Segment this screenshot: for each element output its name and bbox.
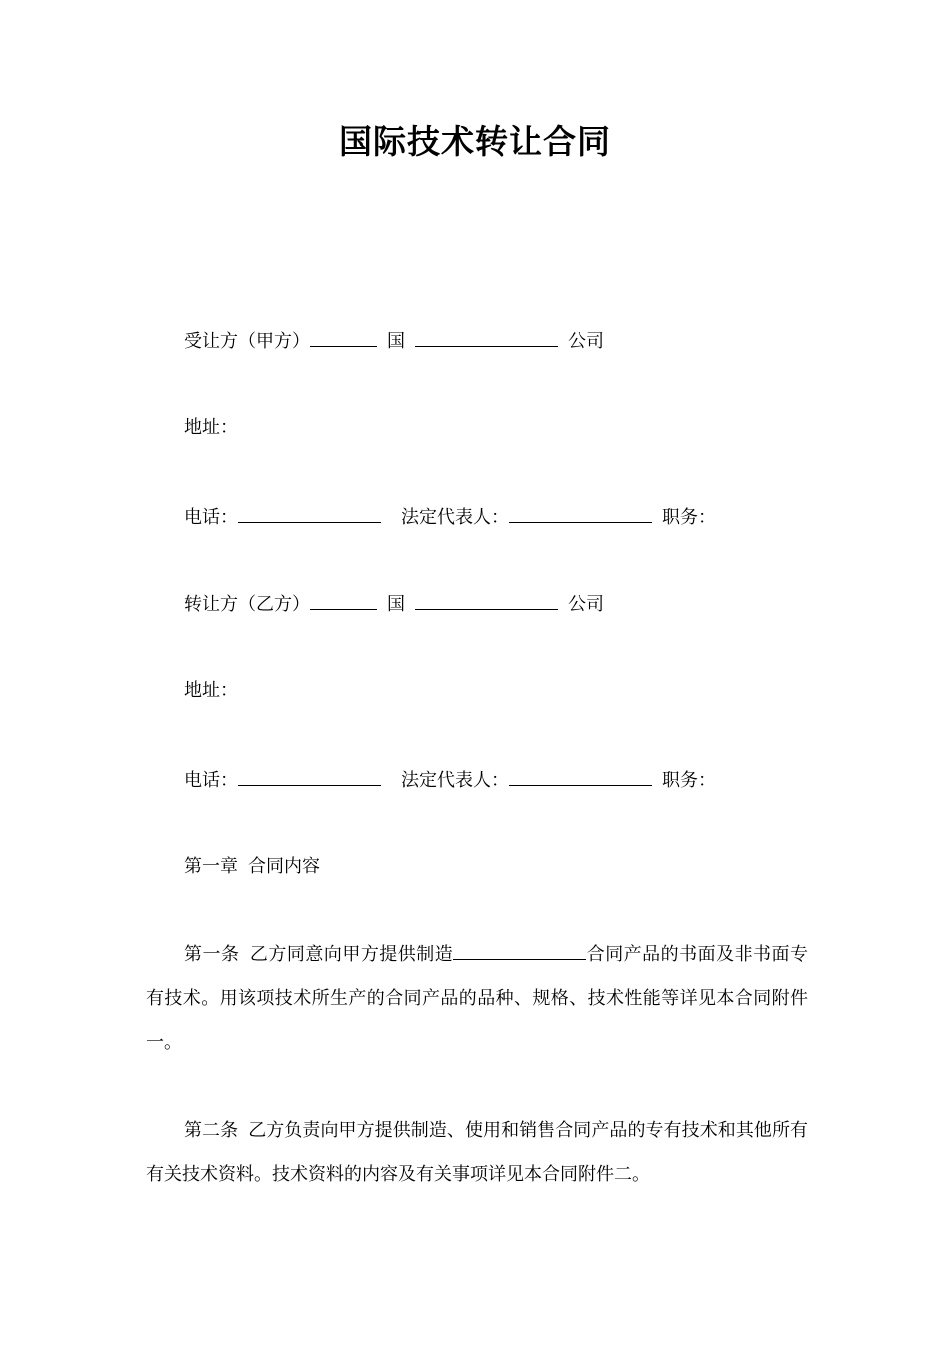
party-b-position-label: 职务： xyxy=(662,770,716,791)
party-b-rep-label: 法定代表人： xyxy=(401,770,509,791)
party-b-label: 转让方（乙方） xyxy=(184,594,310,615)
article-1-number: 第一条 xyxy=(184,944,240,965)
party-b-rep-blank xyxy=(509,767,652,786)
party-b-contact-line xyxy=(184,767,716,793)
party-b-country-suffix: 国 xyxy=(387,594,405,615)
article-1 xyxy=(146,933,808,1065)
article-1-text-before: 乙方同意向甲方提供制造 xyxy=(249,944,454,965)
chapter-heading xyxy=(184,855,320,879)
party-a-address-line xyxy=(184,416,238,440)
chapter-number: 第一章 xyxy=(184,856,238,877)
party-a-contact-line xyxy=(184,504,716,530)
party-a-country-suffix: 国 xyxy=(387,331,405,352)
party-b-phone-label: 电话： xyxy=(184,770,238,791)
document-title: 国际技术转让合同 xyxy=(339,122,611,161)
party-b-company-suffix: 公司 xyxy=(568,594,604,615)
article-1-text-after: 合同产品的书面及非书面专有技术。用该项技术所生产的合同产品的品种、规格、技术性能等详见本合同附件一。 xyxy=(146,944,809,1053)
party-a-position-label: 职务： xyxy=(662,507,716,528)
party-a-company-blank xyxy=(415,328,558,347)
article-2-text: 乙方负责向甲方提供制造、使用和销售合同产品的专有技术和其他所有有关技术资料。技术资料的内容及有关事项详见本合同附件二。 xyxy=(146,1120,809,1185)
party-a-phone-label: 电话： xyxy=(184,507,238,528)
party-a-rep-label: 法定代表人： xyxy=(401,507,509,528)
article-2-number: 第二条 xyxy=(184,1120,239,1141)
party-b-company-blank xyxy=(415,591,558,610)
party-b-phone-blank xyxy=(238,767,381,786)
chapter-title: 合同内容 xyxy=(248,856,320,877)
article-2 xyxy=(146,1109,808,1197)
party-a-country-blank xyxy=(310,328,377,347)
party-a-phone-blank xyxy=(238,504,381,523)
party-a-company-suffix: 公司 xyxy=(568,331,604,352)
party-b-address-line xyxy=(184,679,238,703)
article-1-product-blank xyxy=(453,941,586,960)
party-a-rep-blank xyxy=(509,504,652,523)
party-a-label: 受让方（甲方） xyxy=(184,331,310,352)
party-b-country-blank xyxy=(310,591,377,610)
party-b-address-label: 地址： xyxy=(184,680,238,701)
party-a-address-label: 地址： xyxy=(184,417,238,438)
party-a-line xyxy=(184,328,604,354)
party-b-line xyxy=(184,591,604,617)
